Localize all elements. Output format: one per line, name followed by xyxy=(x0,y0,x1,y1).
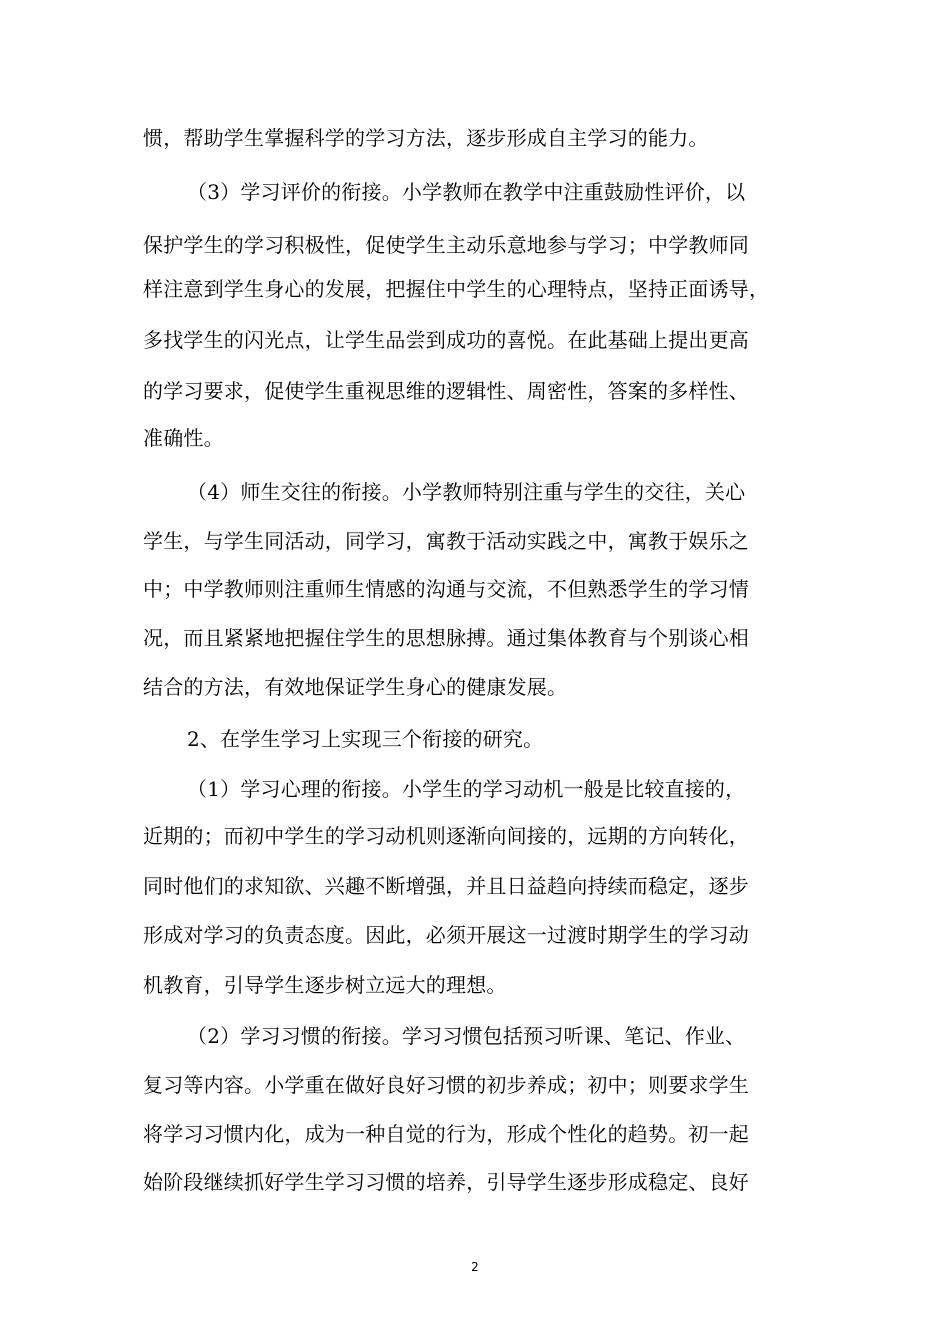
text-line: （3）学习评价的衔接。小学教师在教学中注重鼓励性评价，以 xyxy=(187,180,746,204)
text-line: 多找学生的闪光点，让学生品尝到成功的喜悦。在此基础上提出更高 xyxy=(143,328,749,352)
text-line: 保护学生的学习积极性，促使学生主动乐意地参与学习；中学教师同 xyxy=(143,233,749,257)
text-line: （1）学习心理的衔接。小学生的学习动机一般是比较直接的， xyxy=(187,777,746,801)
text-line: 况，而且紧紧地把握住学生的思想脉搏。通过集体教育与个别谈心相 xyxy=(143,626,749,650)
text-line: 机教育，引导学生逐步树立远大的理想。 xyxy=(143,973,507,997)
text-line: 的学习要求，促使学生重视思维的逻辑性、周密性，答案的多样性、 xyxy=(143,379,749,403)
text-line: 复习等内容。小学重在做好良好习惯的初步养成；初中；则要求学生 xyxy=(143,1073,749,1097)
text-line: （4）师生交往的衔接。小学教师特别注重与学生的交往，关心 xyxy=(187,480,746,504)
text-line: 同时他们的求知欲、兴趣不断增强，并且日益趋向持续而稳定，逐步 xyxy=(143,874,749,898)
text-line: 近期的；而初中学生的学习动机则逐渐向间接的，远期的方向转化， xyxy=(143,824,749,848)
text-line: 始阶段继续抓好学生学习习惯的培养，引导学生逐步形成稳定、良好 xyxy=(143,1170,749,1194)
text-line: （2）学习习惯的衔接。学习习惯包括预习听课、笔记、作业、 xyxy=(187,1024,746,1048)
text-line: 形成对学习的负责态度。因此，必须开展这一过渡时期学生的学习动 xyxy=(143,923,749,947)
text-line: 2、在学生学习上实现三个衔接的研究。 xyxy=(187,727,544,751)
text-line: 将学习习惯内化，成为一种自觉的行为，形成个性化的趋势。初一起 xyxy=(143,1122,749,1146)
text-line: 惯，帮助学生掌握科学的学习方法，逐步形成自主学习的能力。 xyxy=(143,126,709,150)
text-line: 结合的方法，有效地保证学生身心的健康发展。 xyxy=(143,675,568,699)
text-line: 中；中学教师则注重师生情感的沟通与交流，不但熟悉学生的学习情 xyxy=(143,577,749,601)
text-line: 样注意到学生身心的发展，把握住中学生的心理特点，坚持正面诱导， xyxy=(143,277,770,301)
page-number: 2 xyxy=(471,1260,479,1274)
text-line: 学生，与学生同活动，同学习，寓教于活动实践之中，寓教于娱乐之 xyxy=(143,529,749,553)
text-line: 准确性。 xyxy=(143,426,224,450)
